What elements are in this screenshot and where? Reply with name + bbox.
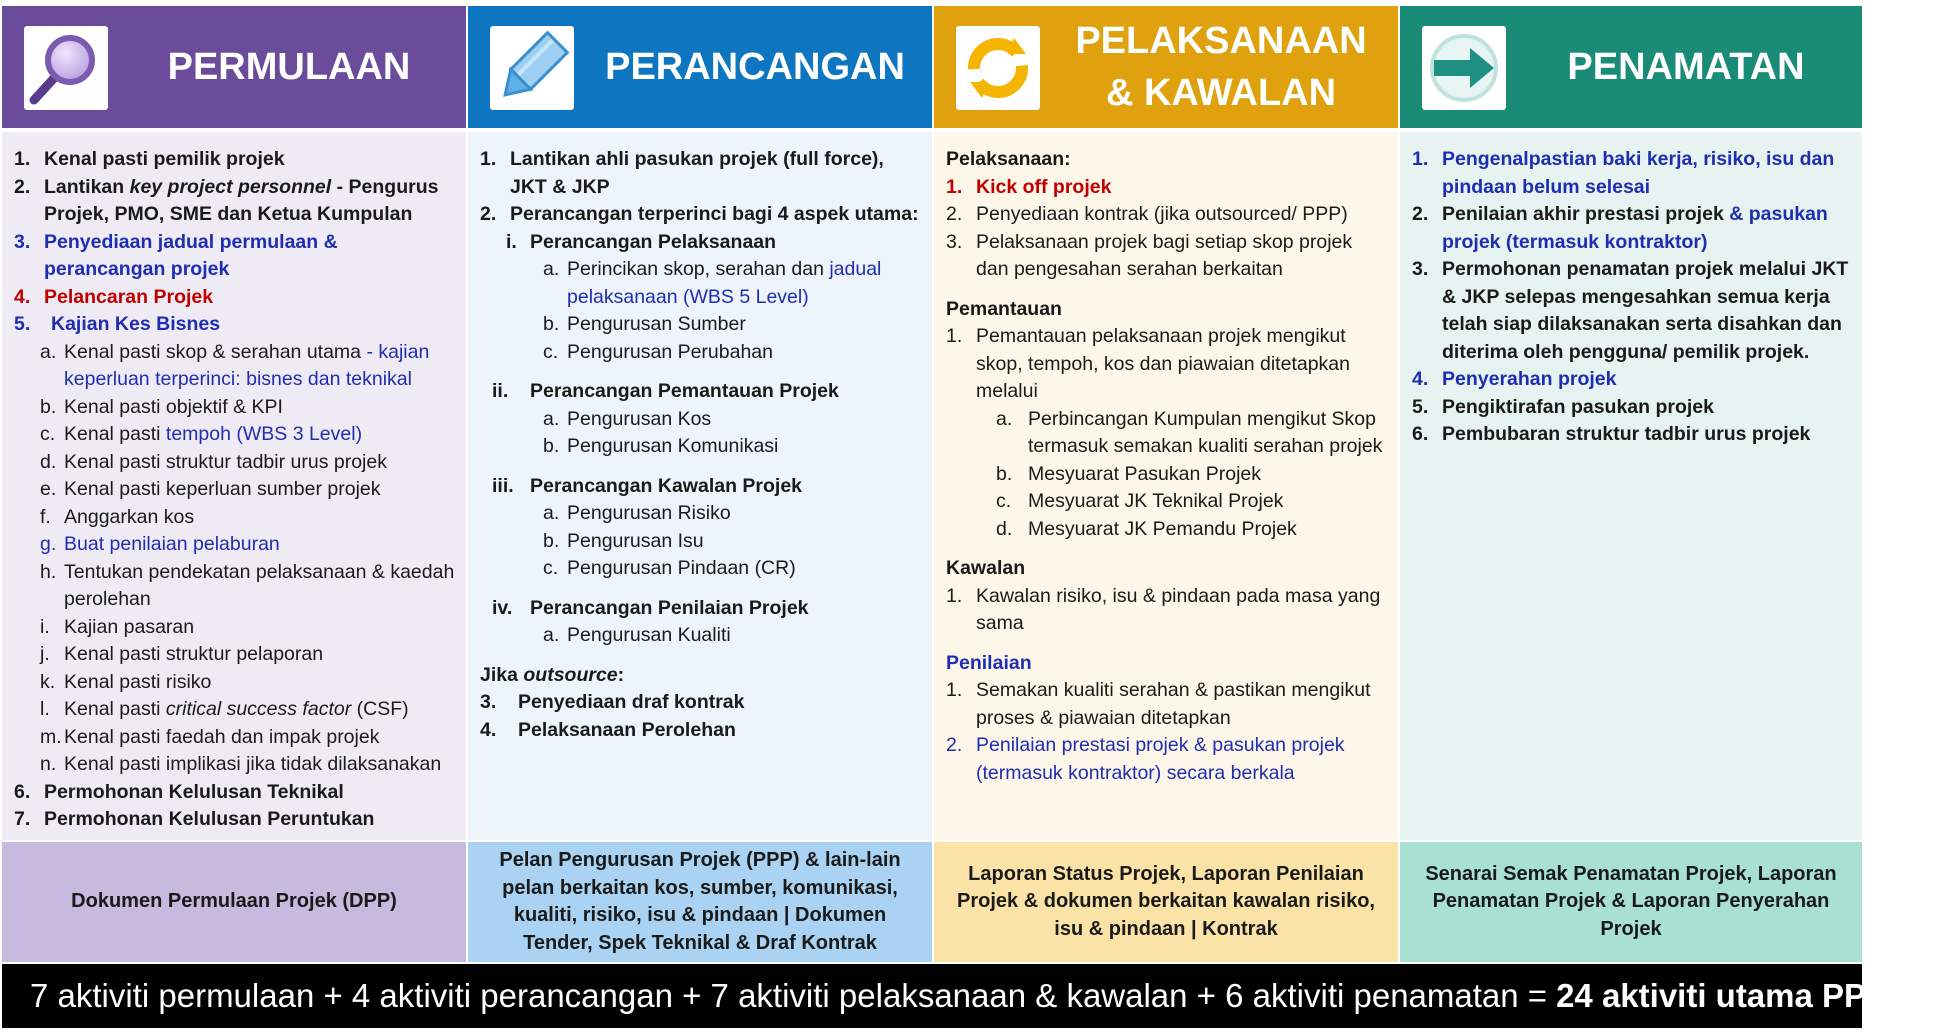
list-item: 2. Perancangan terperinci bagi 4 aspek utama: bbox=[480, 203, 919, 225]
phase-activities bbox=[468, 132, 932, 840]
list-item: 1. Pengenalpastian baki kerja, risiko, isu dan pindaan belum selesai bbox=[1412, 148, 1835, 198]
phase-title: PELAKSANAAN & KAWALAN bbox=[1075, 20, 1367, 114]
list-item: d. Mesyuarat JK Pemandu Projek bbox=[996, 517, 1297, 540]
list-item: g. Buat penilaian pelaburan bbox=[40, 533, 280, 555]
list-item: 4. Pelaksanaan Perolehan bbox=[480, 718, 736, 741]
cycle-icon bbox=[956, 26, 1040, 110]
list-item: a. Perbincangan Kumpulan mengikut Skop termasuk semakan kualiti serahan projek bbox=[996, 407, 1383, 457]
list-item: 4. Pelancaran Projek bbox=[14, 285, 214, 308]
phase-permulaan bbox=[2, 6, 466, 1024]
section-heading: Pelaksanaan: bbox=[946, 148, 1071, 170]
list-item: 1. Lantikan ahli pasukan projek (full force), JKT & JKP bbox=[480, 148, 884, 198]
list-item: b. Kenal pasti objektif & KPI bbox=[40, 395, 283, 418]
list-item: 1. Pemantauan pelaksanaan projek mengikut skop, tempoh, kos dan piawaian ditetapkan melalui bbox=[946, 325, 1350, 402]
list-item: 2. Penilaian akhir prestasi projek & pasukan projek (termasuk kontraktor) bbox=[1412, 203, 1828, 253]
arrow-right-icon bbox=[1422, 26, 1506, 110]
phase-deliverable: Dokumen Permulaan Projek (DPP) bbox=[2, 842, 466, 962]
phase-pelaksanaan-kawalan bbox=[934, 6, 1398, 1024]
aspect-group bbox=[480, 595, 922, 650]
list-item: 3. Penyediaan draf kontrak bbox=[480, 691, 745, 713]
list-item: 2. Lantikan key project personnel - Pengurus Projek, PMO, SME dan Ketua Kumpulan bbox=[14, 175, 439, 225]
phase-activities bbox=[2, 132, 466, 840]
section-heading: Penilaian bbox=[946, 651, 1032, 674]
outsource-heading: Jika outsource: bbox=[480, 663, 625, 686]
section-heading: Pemantauan bbox=[946, 297, 1062, 320]
list-item: 2. Penilaian prestasi projek & pasukan projek (termasuk kontraktor) secara berkala bbox=[946, 734, 1345, 784]
list-item: 1. Kenal pasti pemilik projek bbox=[14, 148, 285, 170]
list-item: h. Tentukan pendekatan pelaksanaan & kaedah perolehan bbox=[40, 560, 455, 610]
list-item: b. Pengurusan Sumber bbox=[543, 313, 746, 335]
aspect-group bbox=[480, 473, 922, 583]
list-item: b. Mesyuarat Pasukan Projek bbox=[996, 462, 1262, 485]
list-item: 3. Penyediaan jadual permulaan & perancangan projek bbox=[14, 230, 338, 280]
summary-total: 24 aktiviti utama PPrISA bbox=[1556, 977, 1934, 1014]
aspect-title: iii. Perancangan Kawalan Projek bbox=[492, 474, 803, 497]
phase-deliverable: Senarai Semak Penamatan Projek, Laporan Penamatan Projek & Laporan Penyerahan Projek bbox=[1400, 842, 1862, 962]
list-item: 5. Pengiktirafan pasukan projek bbox=[1412, 395, 1715, 418]
list-item: 1. Kick off projek bbox=[946, 175, 1112, 198]
list-item: a. Kenal pasti skop & serahan utama - kajian keperluan terperinci: bisnes dan teknikal bbox=[40, 340, 430, 390]
list-item: 6. Pembubaran struktur tadbir urus projek bbox=[1412, 423, 1811, 445]
activity-list-tail bbox=[14, 779, 456, 834]
aspect-group bbox=[480, 378, 922, 461]
list-item: 3. Pelaksanaan projek bagi setiap skop projek dan pengesahan serahan berkaitan bbox=[946, 230, 1353, 280]
list-item: 3. Permohonan penamatan projek melalui JKT & JKP selepas mengesahkan semua kerja telah siap dilaksanakan serta disahkan dan diterima oleh pengguna/ pemilik projek. bbox=[1412, 258, 1849, 363]
phase-title: PERANCANGAN bbox=[605, 46, 905, 88]
aspect-title: ii. Perancangan Pemantauan Projek bbox=[492, 380, 839, 402]
list-item: 6. Permohonan Kelulusan Teknikal bbox=[14, 780, 344, 803]
list-item: e. Kenal pasti keperluan sumber projek bbox=[40, 478, 381, 500]
list-item: a. Perincikan skop, serahan dan jadual pelaksanaan (WBS 5 Level) bbox=[543, 258, 882, 308]
list-item: 4. Penyerahan projek bbox=[1412, 368, 1617, 390]
list-item: c. Mesyuarat JK Teknikal Projek bbox=[996, 490, 1284, 512]
list-item: b. Pengurusan Isu bbox=[543, 529, 704, 552]
list-item: 1. Kawalan risiko, isu & pindaan pada masa yang sama bbox=[946, 584, 1381, 634]
section-heading: Kawalan bbox=[946, 557, 1026, 579]
phase-title: PERMULAAN bbox=[167, 46, 411, 88]
sub-activity-list bbox=[14, 339, 456, 779]
list-item: 1. Semakan kualiti serahan & pastikan mengikut proses & piawaian ditetapkan bbox=[946, 679, 1371, 729]
phase-penamatan bbox=[1400, 6, 1862, 1024]
list-item: n. Kenal pasti implikasi jika tidak dilaksanakan bbox=[40, 753, 442, 775]
pencil-icon bbox=[490, 26, 574, 110]
phase-header bbox=[2, 6, 466, 128]
list-item: 2. Penyediaan kontrak (jika outsourced/ PPP) bbox=[946, 203, 1348, 225]
phase-activities bbox=[1400, 132, 1862, 840]
list-item: f. Anggarkan kos bbox=[40, 505, 195, 528]
project-phases-board bbox=[0, 6, 1934, 1024]
list-item: c. Kenal pasti tempoh (WBS 3 Level) bbox=[40, 423, 363, 445]
list-item: j. Kenal pasti struktur pelaporan bbox=[40, 643, 324, 665]
aspect-title: i. Perancangan Pelaksanaan bbox=[506, 230, 777, 253]
summary-bar bbox=[2, 964, 1934, 1028]
list-item: 7. Permohonan Kelulusan Peruntukan bbox=[14, 808, 375, 830]
list-item: c. Pengurusan Pindaan (CR) bbox=[543, 557, 796, 579]
phase-title: PENAMATAN bbox=[1567, 46, 1805, 88]
aspect-title: iv. Perancangan Penilaian Projek bbox=[492, 596, 809, 619]
list-item: k. Kenal pasti risiko bbox=[40, 670, 212, 693]
phase-deliverable: Pelan Pengurusan Projek (PPP) & lain-lain pelan berkaitan kos, sumber, komunikasi, kualiti, risiko, isu & pindaan | Dokumen Tender, Spek Teknikal & Draf Kontrak bbox=[468, 842, 932, 962]
summary-text: 7 aktiviti permulaan + 4 aktiviti perancangan + 7 aktiviti pelaksanaan & kawalan + 6 aktiviti penamatan = bbox=[30, 977, 1548, 1014]
list-item: l. Kenal pasti critical success factor (CSF) bbox=[40, 698, 409, 720]
list-item: i. Kajian pasaran bbox=[40, 615, 195, 638]
activity-list bbox=[14, 146, 456, 339]
list-item: 5. Kajian Kes Bisnes bbox=[14, 313, 221, 335]
list-item: a. Pengurusan Kos bbox=[543, 407, 712, 430]
aspect-group bbox=[480, 229, 922, 367]
magnifier-icon bbox=[24, 26, 108, 110]
phase-header bbox=[1400, 6, 1862, 128]
list-item: d. Kenal pasti struktur tadbir urus projek bbox=[40, 450, 387, 473]
phase-perancangan bbox=[468, 6, 932, 1024]
phase-activities bbox=[934, 132, 1398, 840]
list-item: a. Pengurusan Kualiti bbox=[543, 624, 731, 646]
list-item: m. Kenal pasti faedah dan impak projek bbox=[40, 725, 380, 748]
list-item: a. Pengurusan Risiko bbox=[543, 502, 731, 524]
phase-header bbox=[468, 6, 932, 128]
phase-deliverable: Laporan Status Projek, Laporan Penilaian Projek & dokumen berkaitan kawalan risiko, isu & pindaan | Kontrak bbox=[934, 842, 1398, 962]
list-item: c. Pengurusan Perubahan bbox=[543, 340, 773, 363]
sub-activity-list bbox=[946, 406, 1388, 544]
phase-header bbox=[934, 6, 1398, 128]
list-item: b. Pengurusan Komunikasi bbox=[543, 435, 779, 457]
